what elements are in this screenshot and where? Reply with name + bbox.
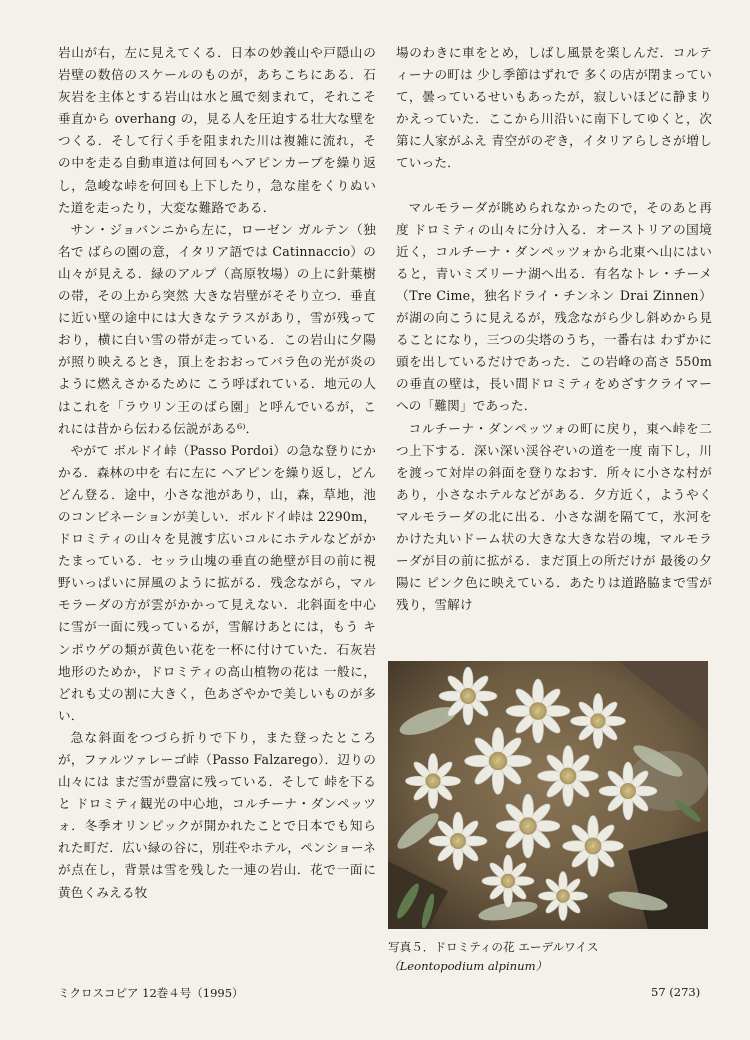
journal-footer: ミクロスコピア 12巻４号（1995） xyxy=(58,986,244,1000)
paragraph-6: マルモラーダが眺められなかったので，そのあと再度 ドロミティの山々に分け入る．オーストリアの国境近く，コルチーナ・ダンペッツォから北東へ山にはいると，青いミズリーナ湖へ出る．有名なトレ・チーメ（Tre Cime，独名ドライ・チンネン Drai Zinnen）が湖の向こうに見えるが，残念ながら少し斜めから見ることになり，三つの尖塔のうち，一番右は わずかに頭を出しているだけであった．この岩峰の高さ 550m の垂直の壁は，長い間ドロミティをめざすクライマーへの「難関」であった． xyxy=(396,199,712,414)
paragraph-1: 岩山が右，左に見えてくる．日本の妙義山や戸隠山の岩壁の数倍のスケールのものが，あちこちにある．石灰岩を主体とする岩山は水と風で刻まれて，それこそ垂直から overhang の，見る人を圧迫する壮大な壁をつくる．そして行く手を阻まれた川は複雑に流れ，その中を走る自動車道は何回もヘアピンカーブを繰り返し，急峻な峠を何回も上下したり，急な崖をくりぬいた道を走ったり，大変な難路である． xyxy=(58,45,376,215)
figure-caption xyxy=(388,938,718,976)
paragraph-3: やがて ボルドイ峠（Passo Pordoi）の急な登りにかかる．森林の中を 右に左に ヘアピンを繰り返し，どんどん登る．途中，小さな池があり，山，森，草地，池のコンビネーションが美しい．ボルドイ峠は 2290m，ドロミティの山々を見渡す広いコルにホテルなどがかたまっている．セッラ山塊の垂直の絶壁が目の前に視野いっぱいに屏風のように拡がる．残念ながら，マルモラーダの方が雲がかかって見えない．北斜面を中心に雪が一面に残っているが，雪解けあとには，もう キンポウゲの類が黄色い花を一杯に付けていた．石灰岩地形のためか，ドロミティの高山植物の花は 一般に，どれも丈の割に大きく，色あざやかで美しいものが多い． xyxy=(58,442,376,723)
right-text-column xyxy=(396,42,712,616)
paragraph-gap xyxy=(396,175,712,197)
edelweiss-photo xyxy=(388,661,708,929)
paragraph-5: 場のわきに車をとめ，しばし風景を楽しんだ．コルティーナの町は 少し季節はずれで 多くの店が閉まっていて，曇っているせいもあったが，寂しいほどに静まりかえっていた．ここから川沿いに南下してゆくと，次第に人家がふえ 青空がのぞき，イタリアらしさが増していった． xyxy=(396,45,712,171)
paragraph-2: サン・ジョバンニから左に，ローゼン ガルテン（独名で ばらの園の意，イタリア語では Catinnaccio）の山々が見える．緑のアルプ（高原牧場）の上に針葉樹の帯，その上から突然 大きな岩壁がそそり立つ．垂直に近い壁の途中には大きなテラスがあり，雪が残っており，横に白い雪の帯が走っている．この岩山に夕陽が照り映えるとき，頂上をおおってバラ色の光が炎のように燃えさかるために こう呼ばれている．地元の人はこれを「ラウリン王のばら園」と呼んでいるが，これには昔から伝わる伝説がある⁶⁾． xyxy=(58,221,376,436)
paragraph-4: 急な斜面をつづら折りで下り，また登ったところが，ファルツァレーゴ峠（Passo Falzarego）．辺りの山々には まだ雪が豊富に残っている．そして 峠を下ると ドロミティ観光の中心地，コルチーナ・ダンペッツォ．冬季オリンピックが開かれたことで日本でも知られた町だ．広い緑の谷に，別荘やホテル，ペンショーネが点在し，背景は雪を残した一連の岩山．花で一面に黄色くみえる牧 xyxy=(58,729,376,900)
page-number: 57 (273) xyxy=(651,985,701,999)
left-text-column xyxy=(58,42,376,904)
caption-title: 写真５．ドロミティの花 エーデルワイス xyxy=(388,940,599,954)
caption-latin-name: （Leontopodium alpinum） xyxy=(388,959,548,973)
paragraph-7: コルチーナ・ダンペッツォの町に戻り，東へ峠を二つ上下する．深い深い渓谷ぞいの道を一度 南下し，川を渡って対岸の斜面を登りなおす．所々に小さな村があり，小さなホテルなどがある．夕方近く，ようやくマルモラーダの北に出る．小さな湖を隔てて，氷河をかけた丸いドーム状の大きな大きな岩の塊，マルモラーダが目の前に拡がる．まだ頂上の所だけが 最後の夕陽に ピンク色に映えている．あたりは道路脇まで雪が残り，雪解け xyxy=(396,420,712,613)
